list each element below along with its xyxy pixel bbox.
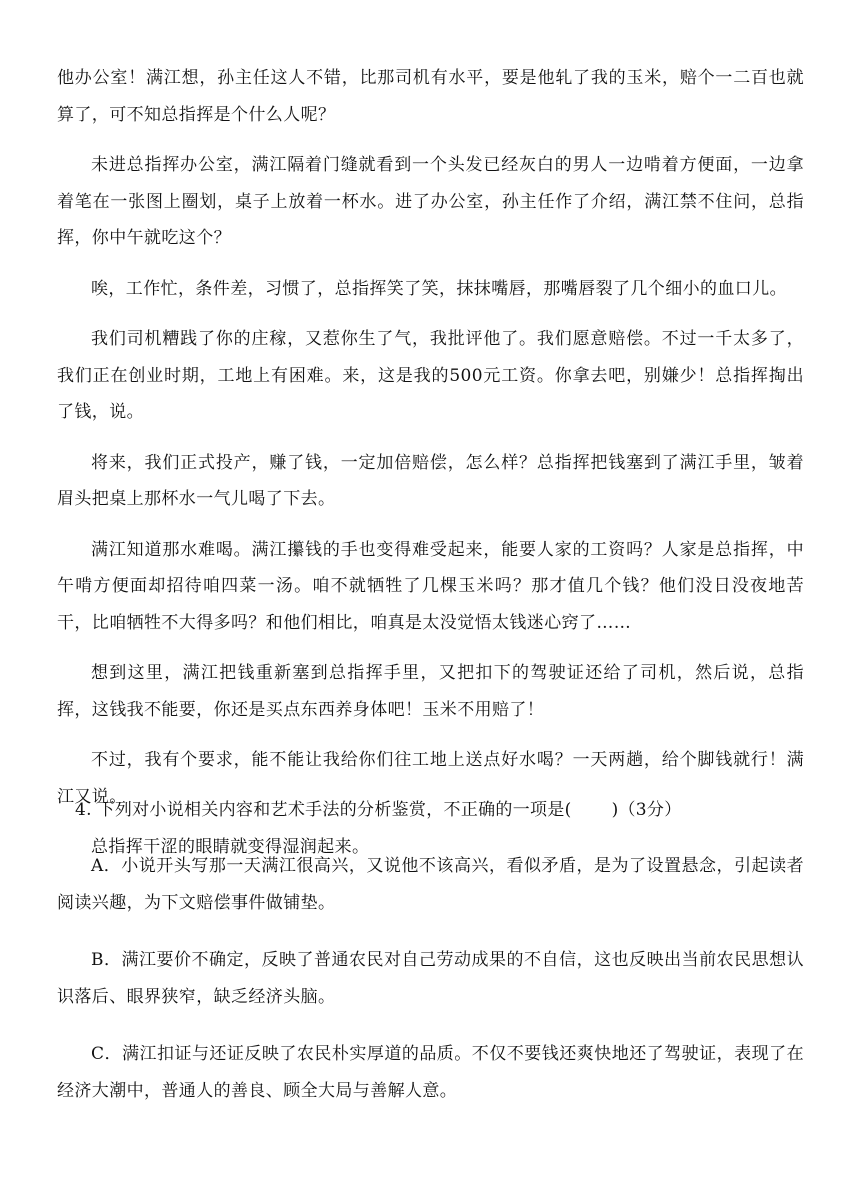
story-paragraph: 未进总指挥办公室，满江隔着门缝就看到一个头发已经灰白的男人一边啃着方便面，一边拿着笔在一张图上圈划，桌子上放着一杯水。进了办公室，孙主任作了介绍，满江禁不住问，总指挥，你中午就吃这个？ [57, 155, 804, 248]
story-paragraph: 总指挥干涩的眼睛就变得湿润起来。 [91, 837, 370, 857]
story-paragraph: 不过，我有个要求，能不能让我给你们往工地上送点好水喝？一天两趟，给个脚钱就行！满江又说。 [57, 750, 804, 807]
story-paragraph: 满江知道那水难喝。满江攥钱的手也变得难受起来，能要人家的工资吗？人家是总指挥，中午啃方便面却招待咱四菜一汤。咱不就牺牲了几棵玉米吗？那才值几个钱？他们没日没夜地苦干，比咱牺牲不大得多吗？和他们相比，咱真是太没觉悟太钱迷心窍了…… [57, 539, 804, 633]
option-a: A．小说开头写那一天满江很高兴，又说他不该高兴，看似矛盾，是为了设置悬念，引起读者阅读兴趣，为下文赔偿事件做铺垫。 [57, 856, 804, 913]
question-stem [75, 792, 804, 828]
story-paragraph: 想到这里，满江把钱重新塞到总指挥手里，又把扣下的驾驶证还给了司机，然后说，总指挥，这钱我不能要，你还是买点东西养身体吧！玉米不用赔了！ [57, 663, 804, 720]
option-c: C．满江扣证与还证反映了农民朴实厚道的品质。不仅不要钱还爽快地还了驾驶证，表现了在经济大潮中，普通人的善良、顾全大局与善解人意。 [57, 1044, 804, 1101]
question-4 [57, 792, 804, 1130]
story-paragraph: 他办公室！满江想，孙主任这人不错，比那司机有水平，要是他轧了我的玉米，赔个一二百也就算了，可不知总指挥是个什么人呢？ [57, 68, 804, 125]
option-b: B．满江要价不确定，反映了普通农民对自己劳动成果的不自信，这也反映出当前农民思想认识落后、眼界狭窄，缺乏经济头脑。 [57, 950, 804, 1007]
story-paragraph: 将来，我们正式投产，赚了钱，一定加倍赔偿，怎么样？总指挥把钱塞到了满江手里，皱着眉头把桌上那杯水一气儿喝了下去。 [57, 452, 804, 509]
story-text [57, 60, 804, 880]
question-score: )（3分） [611, 800, 682, 820]
question-stem-text: 4. 下列对小说相关内容和艺术手法的分析鉴赏，不正确的一项是( [75, 800, 572, 820]
story-paragraph: 唉，工作忙，条件差，习惯了，总指挥笑了笑，抹抹嘴唇，那嘴唇裂了几个细小的血口儿。 [91, 278, 787, 299]
story-paragraph: 我们司机糟践了你的庄稼，又惹你生了气，我批评他了。我们愿意赔偿。不过一千太多了，我们正在创业时期，工地上有困难。来，这是我的500元工资。你拿去吧，别嫌少！总指挥掏出了钱，说。 [57, 329, 804, 422]
